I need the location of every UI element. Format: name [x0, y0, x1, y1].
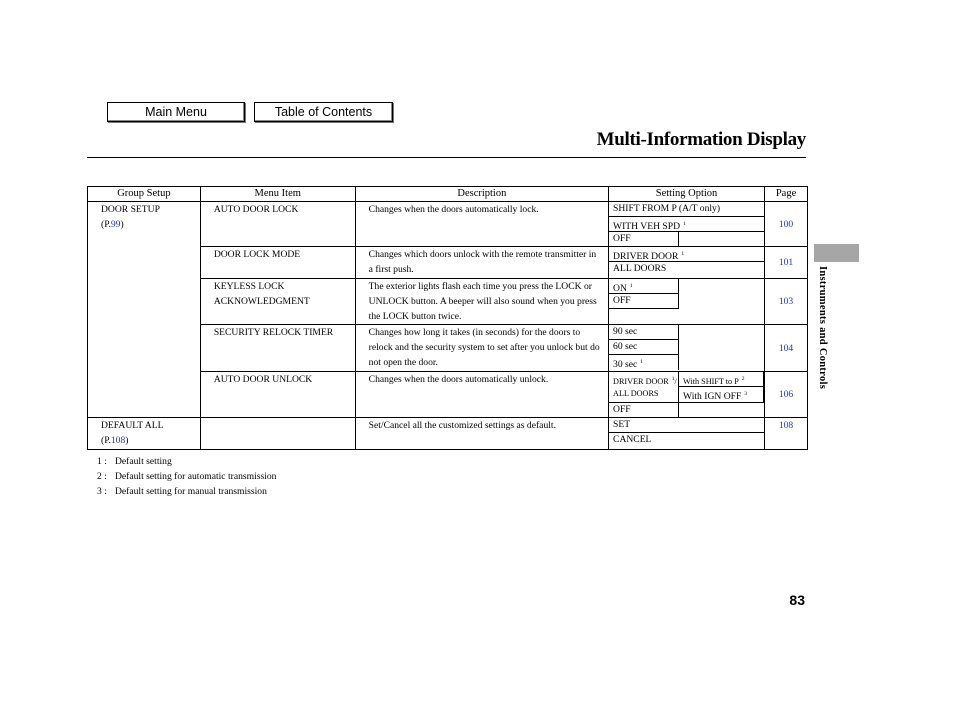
- group-page-link[interactable]: 99: [110, 218, 121, 230]
- table-row: [88, 418, 808, 450]
- footnote: 3 : Default setting for manual transmission: [97, 486, 267, 497]
- settings-table: [87, 186, 808, 450]
- page-ref: [765, 418, 808, 450]
- table-row: [88, 202, 808, 247]
- menu-item: KEYLESS LOCK ACKNOWLEDGMENT: [200, 278, 355, 324]
- option: OFF: [609, 403, 679, 418]
- header-description: Description: [355, 187, 608, 202]
- setting-options: [609, 418, 765, 450]
- page-ref: [765, 247, 808, 279]
- description: Changes when the doors automatically lock.: [355, 202, 608, 247]
- header-group-setup: Group Setup: [88, 187, 201, 202]
- title-divider: [87, 157, 806, 158]
- page-link[interactable]: 104: [778, 342, 794, 354]
- description: Changes how long it takes (in seconds) for the doors to relock and the security system to set after you unlock but do not open the door.: [355, 325, 608, 371]
- main-menu-button[interactable]: Main Menu: [107, 102, 245, 122]
- page-link[interactable]: 108: [778, 420, 794, 432]
- page-number: 83: [789, 592, 805, 608]
- page-ref: [765, 278, 808, 324]
- menu-item: AUTO DOOR LOCK: [200, 202, 355, 247]
- option: CANCEL: [613, 434, 652, 446]
- group-page-ref: (P.99): [101, 218, 124, 230]
- menu-item: [200, 418, 355, 450]
- option: SET: [609, 418, 764, 433]
- group-default-all: [88, 418, 201, 450]
- description: The exterior lights flash each time you press the LOCK or UNLOCK button. A beeper will also sound when you press the LOCK button twice.: [355, 278, 608, 324]
- footnotes: [97, 454, 276, 499]
- header-setting-option: Setting Option: [609, 187, 765, 202]
- option: With SHIFT to P $^2$: [679, 372, 763, 387]
- option: ON $^1$: [609, 279, 679, 294]
- page-title: Multi-Information Display: [596, 129, 806, 150]
- setting-options: [609, 371, 765, 418]
- section-tab-label: [812, 266, 832, 416]
- section-tab-text: Instruments and Controls: [817, 266, 828, 390]
- group-label: DOOR SETUP: [101, 204, 160, 215]
- page-link[interactable]: 103: [778, 296, 794, 308]
- menu-item: DOOR LOCK MODE: [200, 247, 355, 279]
- option-driver-all-doors: DRIVER DOOR $^1$/ ALL DOORS: [609, 372, 679, 402]
- setting-options: [609, 325, 765, 371]
- page-ref: [765, 371, 808, 418]
- group-label: DEFAULT ALL: [101, 420, 164, 432]
- table-header-row: [88, 187, 808, 202]
- footnote: 2 : Default setting for automatic transmission: [97, 471, 277, 482]
- footnote: 1 : Default setting: [97, 456, 172, 467]
- option: 60 sec: [609, 340, 679, 355]
- group-page-ref: (P.108): [101, 435, 129, 447]
- description: Set/Cancel all the customized settings as default.: [355, 418, 608, 450]
- setting-options: [609, 278, 765, 324]
- option: OFF: [609, 232, 679, 247]
- page-link[interactable]: 101: [778, 257, 794, 269]
- header-menu-item: Menu Item: [200, 187, 355, 202]
- option: WITH VEH SPD $^1$: [609, 217, 764, 232]
- option: DRIVER DOOR $^1$: [609, 247, 764, 262]
- table-of-contents-button[interactable]: Table of Contents: [254, 102, 393, 122]
- section-tab-marker: [814, 244, 859, 262]
- menu-item: AUTO DOOR UNLOCK: [200, 371, 355, 418]
- option: 30 sec $^1$: [609, 355, 679, 370]
- header-page: Page: [765, 187, 808, 202]
- page-ref: [765, 325, 808, 371]
- page-link[interactable]: 100: [778, 218, 794, 230]
- setting-options: [609, 247, 765, 279]
- option: ALL DOORS: [613, 263, 667, 275]
- page-link[interactable]: 106: [778, 389, 794, 401]
- group-door-setup: [88, 202, 201, 418]
- option: 90 sec: [609, 325, 679, 340]
- description: Changes which doors unlock with the remote transmitter in a first push.: [355, 247, 608, 279]
- option: SHIFT FROM P (A/T only): [609, 202, 764, 217]
- page-ref: [765, 202, 808, 247]
- option: OFF: [609, 294, 679, 309]
- menu-item: SECURITY RELOCK TIMER: [200, 325, 355, 371]
- option: With IGN OFF $^3$: [683, 390, 748, 402]
- description: Changes when the doors automatically unlock.: [355, 371, 608, 418]
- setting-options: [609, 202, 765, 247]
- group-page-link[interactable]: 108: [110, 435, 126, 447]
